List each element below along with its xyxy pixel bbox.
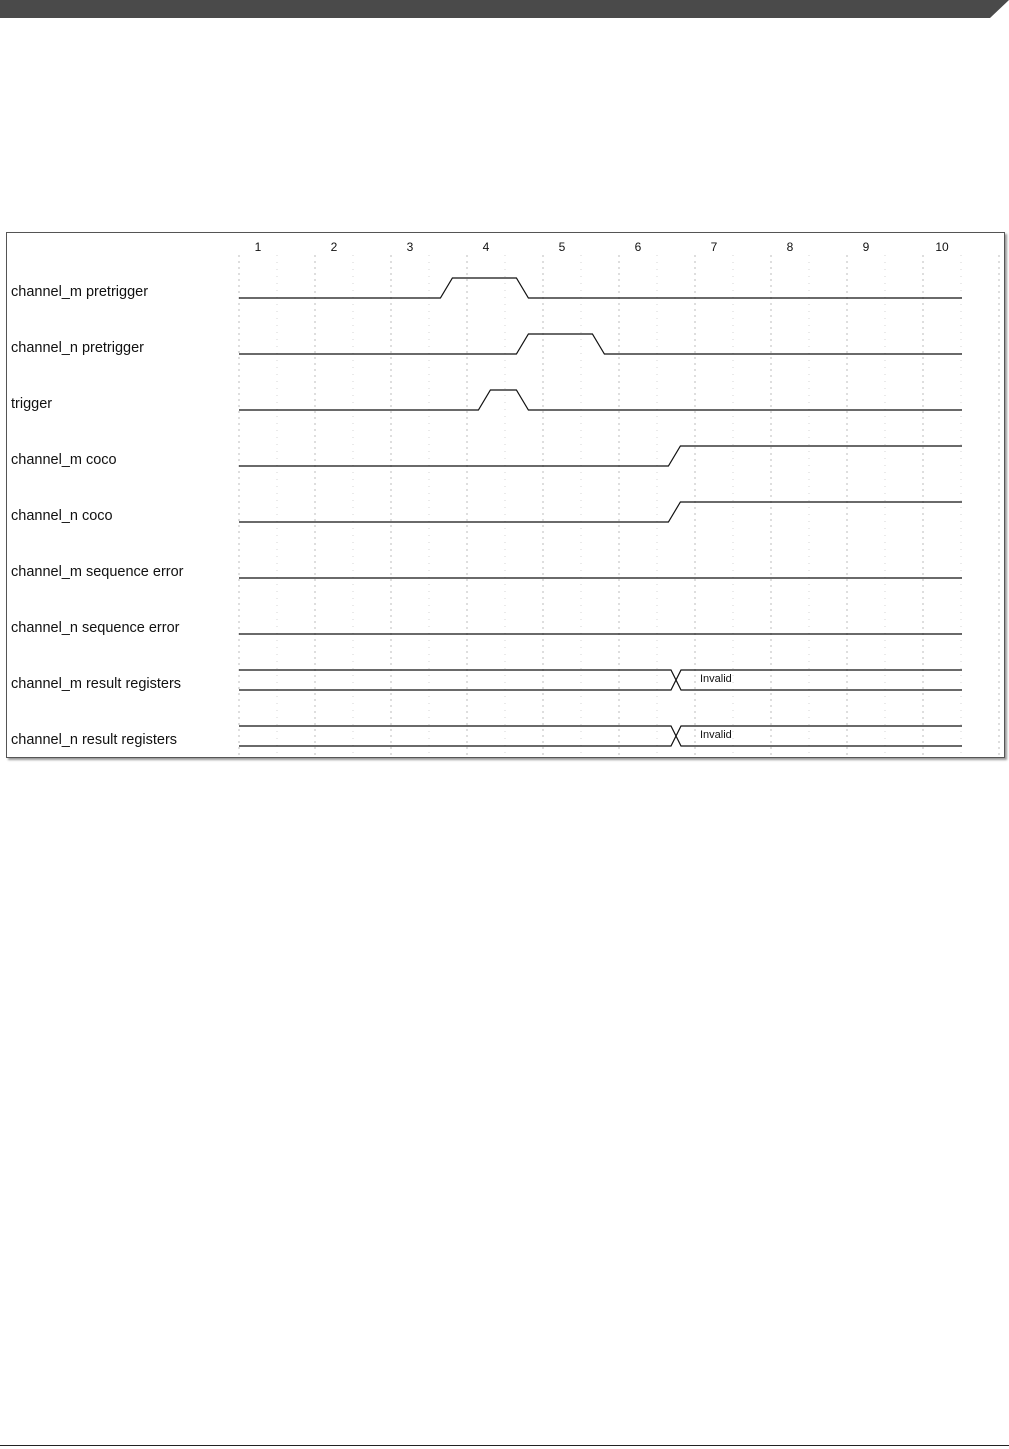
signal-label: channel_n coco bbox=[11, 508, 113, 524]
cycle-number: 1 bbox=[254, 240, 262, 254]
signal-label: channel_m result registers bbox=[11, 676, 182, 692]
bus-waveform-lower bbox=[239, 726, 962, 746]
bus-waveform-upper bbox=[239, 670, 962, 690]
signal-waveform bbox=[239, 502, 962, 522]
cycle-number: 2 bbox=[330, 240, 338, 254]
bus-value-label: Invalid bbox=[700, 729, 732, 741]
bus-waveform-upper bbox=[239, 726, 962, 746]
cycle-number: 4 bbox=[482, 240, 490, 254]
signal-waveform bbox=[239, 446, 962, 466]
header-bar-shape bbox=[0, 0, 1009, 18]
signal-label: trigger bbox=[11, 396, 53, 412]
signal-label: channel_m coco bbox=[11, 452, 117, 468]
footer-rule bbox=[0, 1445, 1009, 1446]
bus-waveform-lower bbox=[239, 670, 962, 690]
cycle-number: 5 bbox=[558, 240, 566, 254]
cycle-number: 10 bbox=[935, 240, 949, 254]
signal-label: channel_m sequence error bbox=[11, 564, 184, 580]
cycle-number: 8 bbox=[786, 240, 794, 254]
signal-label: channel_n result registers bbox=[11, 732, 178, 748]
timing-diagram bbox=[6, 232, 1005, 758]
signal-label: channel_m pretrigger bbox=[11, 284, 149, 300]
cycle-number: 9 bbox=[862, 240, 870, 254]
signal-waveform bbox=[239, 334, 962, 354]
signal-waveform bbox=[239, 278, 962, 298]
signal-label: channel_n pretrigger bbox=[11, 340, 145, 356]
header-bar bbox=[0, 0, 1009, 18]
cycle-number: 7 bbox=[710, 240, 718, 254]
cycle-number: 6 bbox=[634, 240, 642, 254]
cycle-number: 3 bbox=[406, 240, 414, 254]
signal-label: channel_n sequence error bbox=[11, 620, 180, 636]
bus-value-label: Invalid bbox=[700, 673, 732, 685]
signal-waveform bbox=[239, 390, 962, 410]
